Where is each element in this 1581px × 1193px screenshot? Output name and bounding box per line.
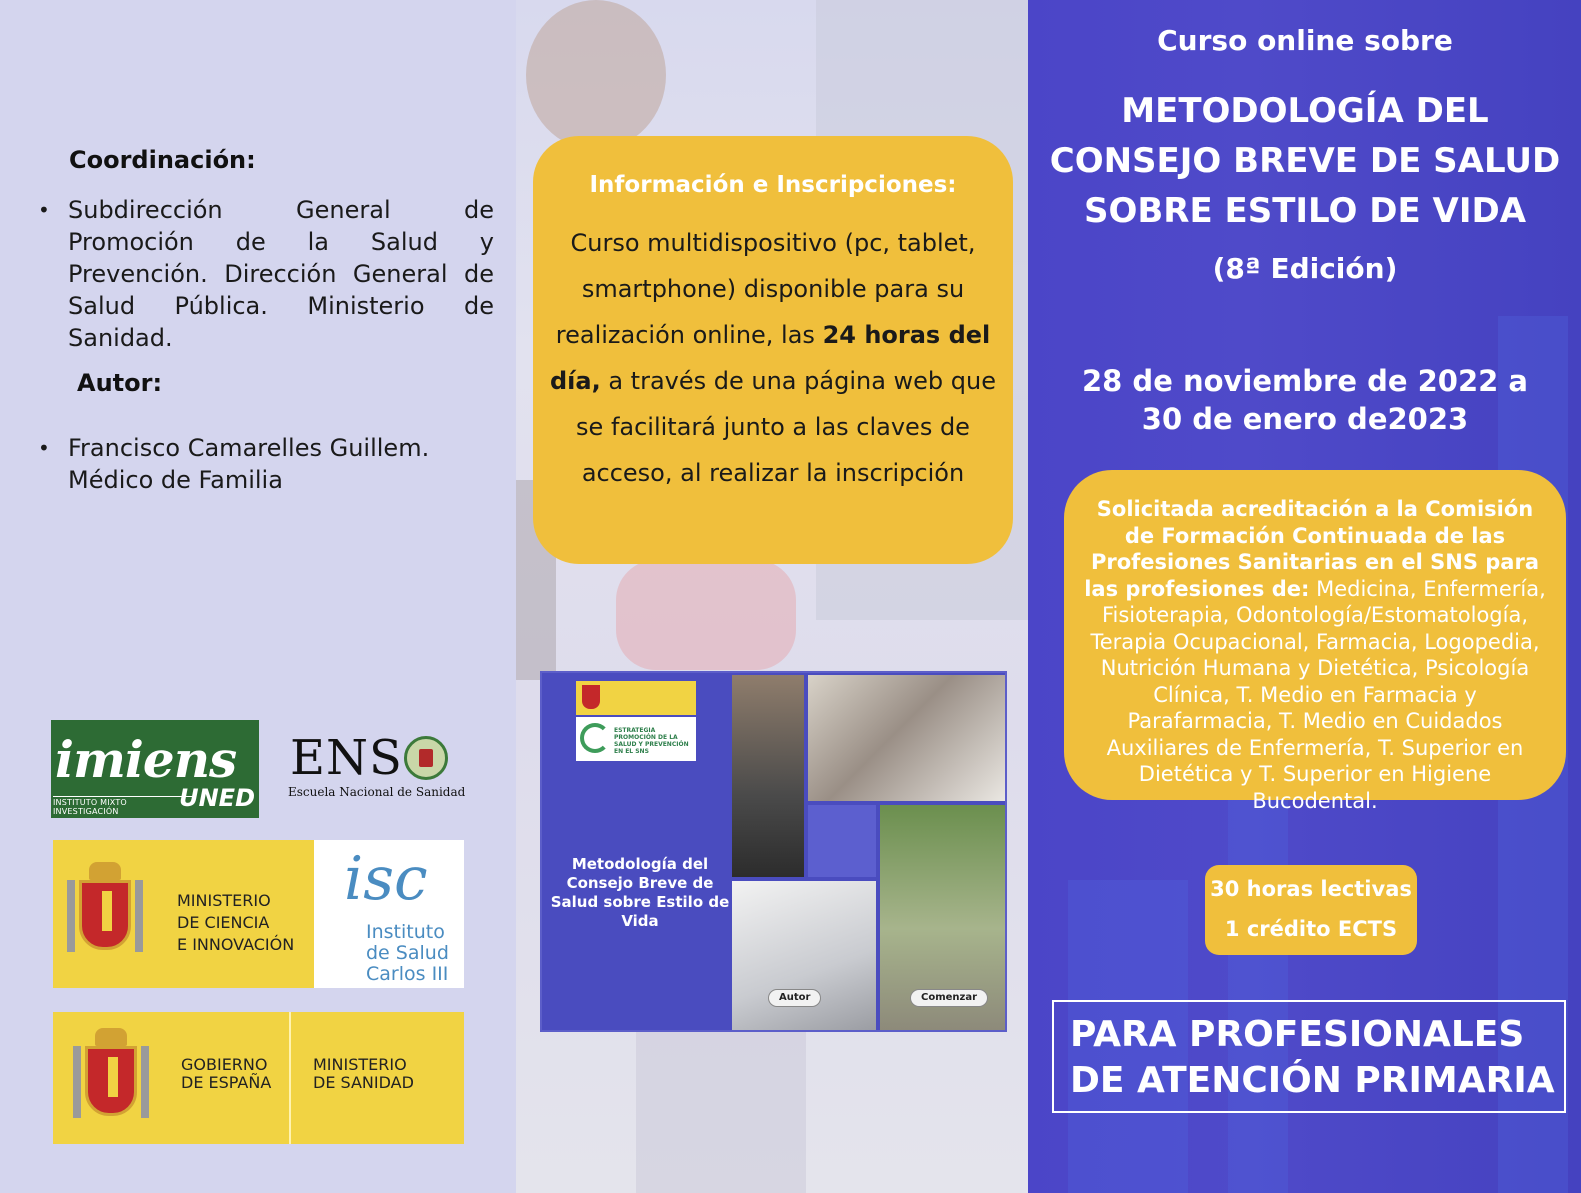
isciii-name: [366, 922, 449, 985]
coordinacion-item: [38, 194, 494, 354]
accreditation-bold: Solicitada acreditación a la Comisión de Formación Continuada de las Profesiones Sanitarias en el SNS para las profesiones de:: [1084, 497, 1539, 601]
course-title: Metodología del Consejo Breve de Salud sobre Estilo de Vida: [550, 855, 730, 930]
autor-item: [38, 432, 494, 496]
gobierno-line: DE ESPAÑA: [181, 1073, 272, 1092]
title-line: CONSEJO BREVE DE SALUD: [1049, 141, 1561, 181]
accreditation-professions: Medicina, Enfermería, Fisioterapia, Odontología/Estomatología, Terapia Ocupacional, Farmacia, Logopedia, Nutrición Humana y Dietética, Psicología Clínica, T. Medio en Farmacia y Parafarmacia, T. Medio en Cuidados Auxiliares de Enfermería, T. Superior en Dietética y T. Superior en Higiene Bucodental.: [1090, 576, 1546, 813]
photo-legs: [636, 1030, 806, 1193]
isciii-line: Carlos III: [366, 963, 449, 985]
hours-credits-box: [1205, 865, 1417, 955]
ens-logo: [286, 730, 471, 805]
bullet-dot: •: [38, 436, 50, 460]
isciii-mark: isc: [344, 844, 428, 914]
dates-line: 28 de noviembre de 2022 a: [1081, 364, 1528, 398]
sanidad-text: [313, 1056, 414, 1092]
course-photo-doctor: [806, 673, 1007, 803]
sanidad-line: DE SANIDAD: [313, 1073, 414, 1092]
autor-heading: Autor:: [77, 369, 163, 397]
title-line: METODOLOGÍA DEL: [1121, 91, 1489, 131]
info-body: [533, 220, 1013, 496]
gobierno-sanidad-logo: [53, 1012, 464, 1144]
strategy-ring-icon: [580, 723, 610, 753]
edition: (8ª Edición): [1212, 252, 1398, 285]
spain-coat-of-arms-icon: [71, 1028, 151, 1128]
left-panel: [0, 0, 516, 1193]
sanidad-line: MINISTERIO: [313, 1055, 407, 1074]
accreditation-box: [1064, 470, 1566, 813]
ens-subtitle: Escuela Nacional de Sanidad: [288, 785, 466, 799]
ects-text: 1 crédito ECTS: [1224, 917, 1398, 941]
info-inscripciones-box: [533, 136, 1013, 564]
course-photo-stethoscope: [730, 879, 878, 1032]
spain-coat-of-arms-icon: [65, 862, 145, 962]
course-kicker: Curso online sobre: [1157, 24, 1453, 57]
dates-line: 30 de enero de2023: [1141, 402, 1469, 436]
course-strategy-logo: [576, 717, 696, 761]
bullet-dot: •: [38, 198, 50, 222]
autor-button[interactable]: Autor: [768, 989, 821, 1007]
gobierno-text: [181, 1056, 271, 1092]
target-audience-box: [1052, 1000, 1566, 1113]
imiens-uned-logo: [51, 720, 259, 818]
autor-name: Francisco Camarelles Guillem.: [68, 434, 430, 462]
ens-logo-text: ENS: [290, 730, 403, 786]
logo-divider: [289, 1012, 291, 1144]
photo-person-face: [526, 0, 666, 150]
gobierno-line: GOBIERNO: [181, 1055, 268, 1074]
title-line: SOBRE ESTILO DE VIDA: [1083, 191, 1527, 231]
audience-line: PARA PROFESIONALES: [1070, 1014, 1525, 1055]
course-screenshot: [540, 671, 1007, 1032]
imiens-logo-text: imiens: [55, 730, 237, 789]
strategy-text: ESTRATEGIA PROMOCIÓN DE LA SALUD Y PREVENCIÓN EN EL SNS: [614, 727, 689, 755]
photo-shirt: [616, 560, 796, 670]
course-photo-cyclist: [730, 673, 806, 879]
imiens-subtitle: INSTITUTO MIXTO INVESTIGACIÓN: [53, 796, 193, 816]
course-gobierno-logo: [576, 681, 696, 715]
micinn-line: E INNOVACIÓN: [177, 935, 295, 954]
coordinacion-heading: Coordinación:: [69, 146, 256, 174]
isciii-logo: [314, 840, 464, 988]
ministerio-ciencia-logo: [53, 840, 464, 988]
ens-seal-icon: [404, 736, 448, 780]
micinn-line: MINISTERIO: [177, 891, 271, 910]
isciii-line: Instituto: [366, 921, 445, 943]
info-title: Información e Inscripciones:: [589, 172, 957, 198]
course-title-main: [1040, 86, 1570, 236]
uned-logo-text: UNED: [179, 784, 255, 812]
audience-line: DE ATENCIÓN PRIMARIA: [1070, 1060, 1555, 1101]
coordinacion-text: Subdirección General de Promoción de la Salud y Prevención. Dirección General de Salud Pública. Ministerio de Sanidad.: [68, 196, 494, 352]
isciii-line: de Salud: [366, 942, 449, 964]
info-text: a través de una página web que se facilitará junto a las claves de acceso, al realizar la inscripción: [576, 367, 996, 487]
info-text-bold: 24 horas del día,: [549, 321, 991, 395]
course-dates: [1040, 362, 1570, 438]
micinn-line: DE CIENCIA: [177, 913, 270, 932]
micinn-text: [177, 890, 294, 956]
comenzar-button[interactable]: Comenzar: [910, 989, 988, 1007]
autor-role: Médico de Familia: [68, 466, 283, 494]
hours-text: 30 horas lectivas: [1210, 877, 1412, 901]
course-photo-blue: [806, 803, 878, 879]
info-text: Curso multidispositivo (pc, tablet, smartphone) disponible para su realización online, las: [555, 229, 976, 349]
